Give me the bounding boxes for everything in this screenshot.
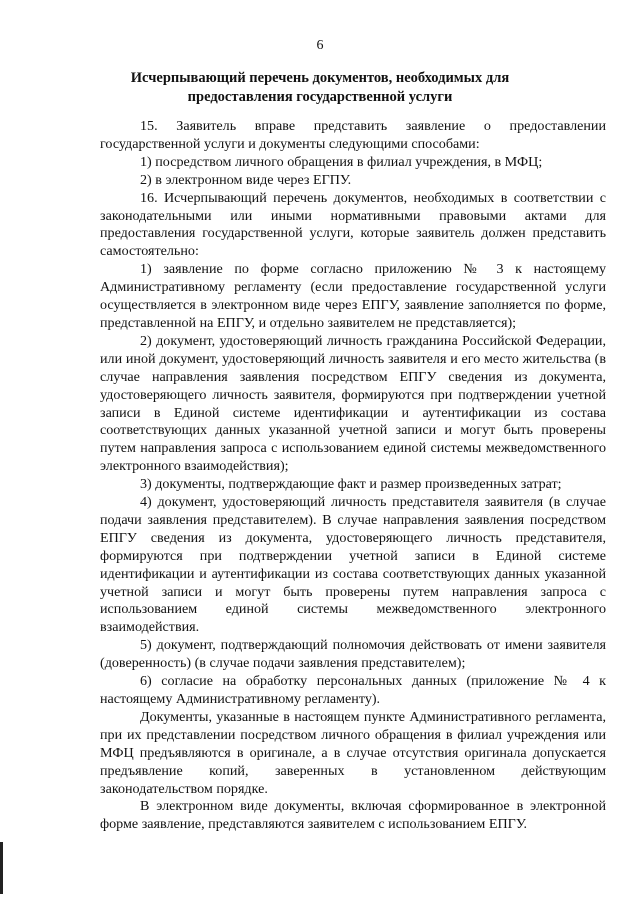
paragraph-16-item-2: 2) документ, удостоверяющий личность гражданина Российской Федерации, или иной документ, удостоверяющий личность заявителя и его место жительства (в случае направления заявления посредством ЕПГУ сведения из документа, удостоверяющего личность заявителя, формируются при подтверждении учетной записи в Единой системе идентификации и аутентификации из состава соответствующих данных указанной учетной записи и могут быть проверены путем направления запроса с использованием единой системы межведомственного электронного взаимодействия);	[100, 332, 606, 475]
paragraph-16-item-6: 6) согласие на обработку персональных данных (приложение № 4 к настоящему Административному регламенту).	[100, 673, 606, 707]
paragraph-16-item-4: 4) документ, удостоверяющий личность представителя заявителя (в случае подачи заявления представителем). В случае направления заявления посредством ЕПГУ сведения из документа, удостоверяющего личность представителя, формируются при подтверждении учетной записи в Единой системе идентификации и аутентификации из состава соответствующих данных указанной учетной записи и могут быть проверены путем направления запроса с использованием единой системы межведомственного электронного взаимодействия.	[100, 494, 606, 636]
paragraph-15-intro: 15. Заявитель вправе представить заявление о предоставлении государственной услуги и документы следующими способами:	[100, 118, 606, 152]
page-number: 6	[316, 38, 324, 53]
paragraph-originals-note: Документы, указанные в настоящем пункте Административного регламента, при их представлении посредством личного обращения в филиал учреждения или МФЦ предъявляются в оригинале, а в случае отсутствия оригинала допускается предъявление копий, заверенных в установленном действующим законодательством порядке.	[100, 708, 606, 797]
paragraph-15-item-2: 2) в электронном виде через ЕГПУ.	[140, 171, 352, 188]
paragraph-16-intro: 16. Исчерпывающий перечень документов, необходимых в соответствии с законодательными или иными нормативными правовыми актами для предоставления государственной услуги, которые заявитель должен представить самостоятельно:	[100, 189, 606, 260]
section-heading	[120, 69, 520, 107]
paragraph-16-item-3: 3) документы, подтверждающие факт и размер произведенных затрат;	[140, 476, 562, 493]
document-body	[100, 118, 606, 834]
section-heading-line-2: предоставления государственной услуги	[187, 89, 453, 105]
section-heading-line-1: Исчерпывающий перечень документов, необходимых для	[130, 70, 510, 86]
paragraph-16-item-5: 5) документ, подтверждающий полномочия действовать от имени заявителя (доверенность) (в случае подачи заявления представителем);	[100, 637, 606, 672]
paragraph-15-item-1: 1) посредством личного обращения в филиал учреждения, в МФЦ;	[140, 153, 543, 170]
paragraph-16-item-1: 1) заявление по форме согласно приложению № 3 к настоящему Административному регламенту (если предоставление государственной услуги осуществляется в электронном виде через ЕПГУ, заявление заполняется по форме, представленной на ЕПГУ, и отдельно заявителем не представляется);	[100, 261, 606, 331]
paragraph-electronic-note: В электронном виде документы, включая сформированное в электронной форме заявление, представляются заявителем с использованием ЕПГУ.	[100, 798, 606, 833]
scan-edge-mark	[0, 842, 3, 894]
